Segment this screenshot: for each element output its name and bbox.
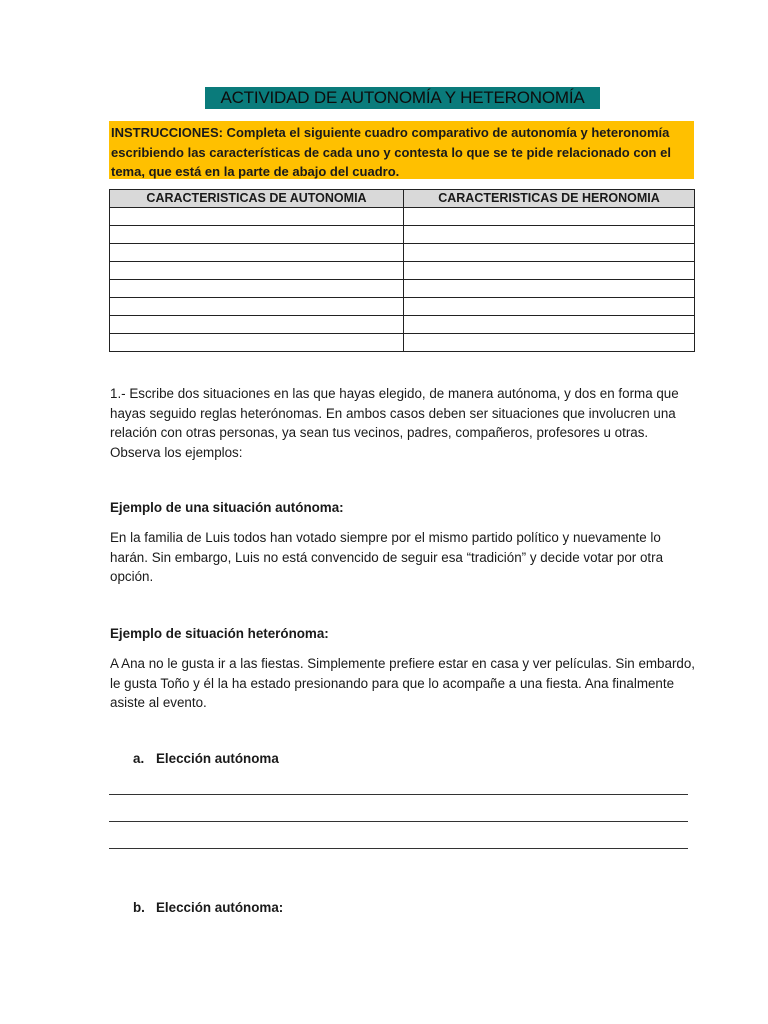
question-1-text: 1.- Escribe dos situaciones en las que hayas elegido, de manera autónoma, y dos en forma que hayas seguido reglas heterónomas. En ambos casos deben ser situaciones que involucren una relación con otras personas, ya sean tus vecinos, padres, compañeros, profesores u otras. Observa los ejemplos:: [110, 386, 679, 460]
autonomy-cell[interactable]: [110, 226, 404, 244]
autonomy-cell[interactable]: [110, 208, 404, 226]
example-heteronomous-text: A Ana no le gusta ir a las fiestas. Simplemente prefiere estar en casa y ver películas. Sin embardo, le gusta Toño y él la ha estado presionando para que lo acompañe a una fiesta. Ana finalmente asiste al evento.: [110, 656, 696, 710]
example-autonomous-text: En la familia de Luis todos han votado siempre por el mismo partido político y nuevamente lo harán. Sin embargo, Luis no está convencido de seguir esa “tradición” y decide votar por otra opción.: [110, 530, 664, 584]
heteronomy-cell[interactable]: [404, 226, 695, 244]
instructions-box: INSTRUCCIONES: Completa el siguiente cuadro comparativo de autonomía y heteronomía escribiendo las características de cada uno y contesta lo que se te pide relacionado con el tema, que está en la parte de abajo del cuadro.: [109, 121, 694, 179]
table-row: [110, 208, 695, 226]
item-a-marker: a.: [133, 751, 145, 766]
table-row: [110, 244, 695, 262]
answer-line[interactable]: [109, 848, 688, 849]
heteronomy-cell[interactable]: [404, 334, 695, 352]
header-heteronomy: CARACTERISTICAS DE HERONOMIA: [404, 190, 695, 208]
comparison-table: [109, 189, 695, 352]
autonomy-cell[interactable]: [110, 262, 404, 280]
autonomy-cell[interactable]: [110, 244, 404, 262]
item-a-heading: [133, 751, 279, 766]
answer-line[interactable]: [109, 821, 688, 822]
heteronomy-cell[interactable]: [404, 298, 695, 316]
item-a-label: Elección autónoma: [156, 751, 279, 766]
table-row: [110, 280, 695, 298]
table-row: [110, 298, 695, 316]
autonomy-cell[interactable]: [110, 280, 404, 298]
answer-line[interactable]: [109, 794, 688, 795]
example-autonomous-heading: Ejemplo de una situación autónoma:: [110, 500, 344, 515]
autonomy-cell[interactable]: [110, 316, 404, 334]
table-row: [110, 334, 695, 352]
page-title: ACTIVIDAD DE AUTONOMÍA Y HETERONOMÍA: [205, 87, 600, 109]
heteronomy-cell[interactable]: [404, 280, 695, 298]
item-b-heading: [133, 900, 283, 915]
table-row: [110, 262, 695, 280]
table-row: [110, 316, 695, 334]
heteronomy-cell[interactable]: [404, 244, 695, 262]
heteronomy-cell[interactable]: [404, 316, 695, 334]
autonomy-cell[interactable]: [110, 298, 404, 316]
heteronomy-cell[interactable]: [404, 262, 695, 280]
item-b-label: Elección autónoma:: [156, 900, 284, 915]
item-b-marker: b.: [133, 900, 145, 915]
example-heteronomous-heading: Ejemplo de situación heterónoma:: [110, 626, 329, 641]
heteronomy-cell[interactable]: [404, 208, 695, 226]
autonomy-cell[interactable]: [110, 334, 404, 352]
table-row: [110, 226, 695, 244]
table-header-row: [110, 190, 695, 208]
header-autonomy: CARACTERISTICAS DE AUTONOMIA: [110, 190, 404, 208]
